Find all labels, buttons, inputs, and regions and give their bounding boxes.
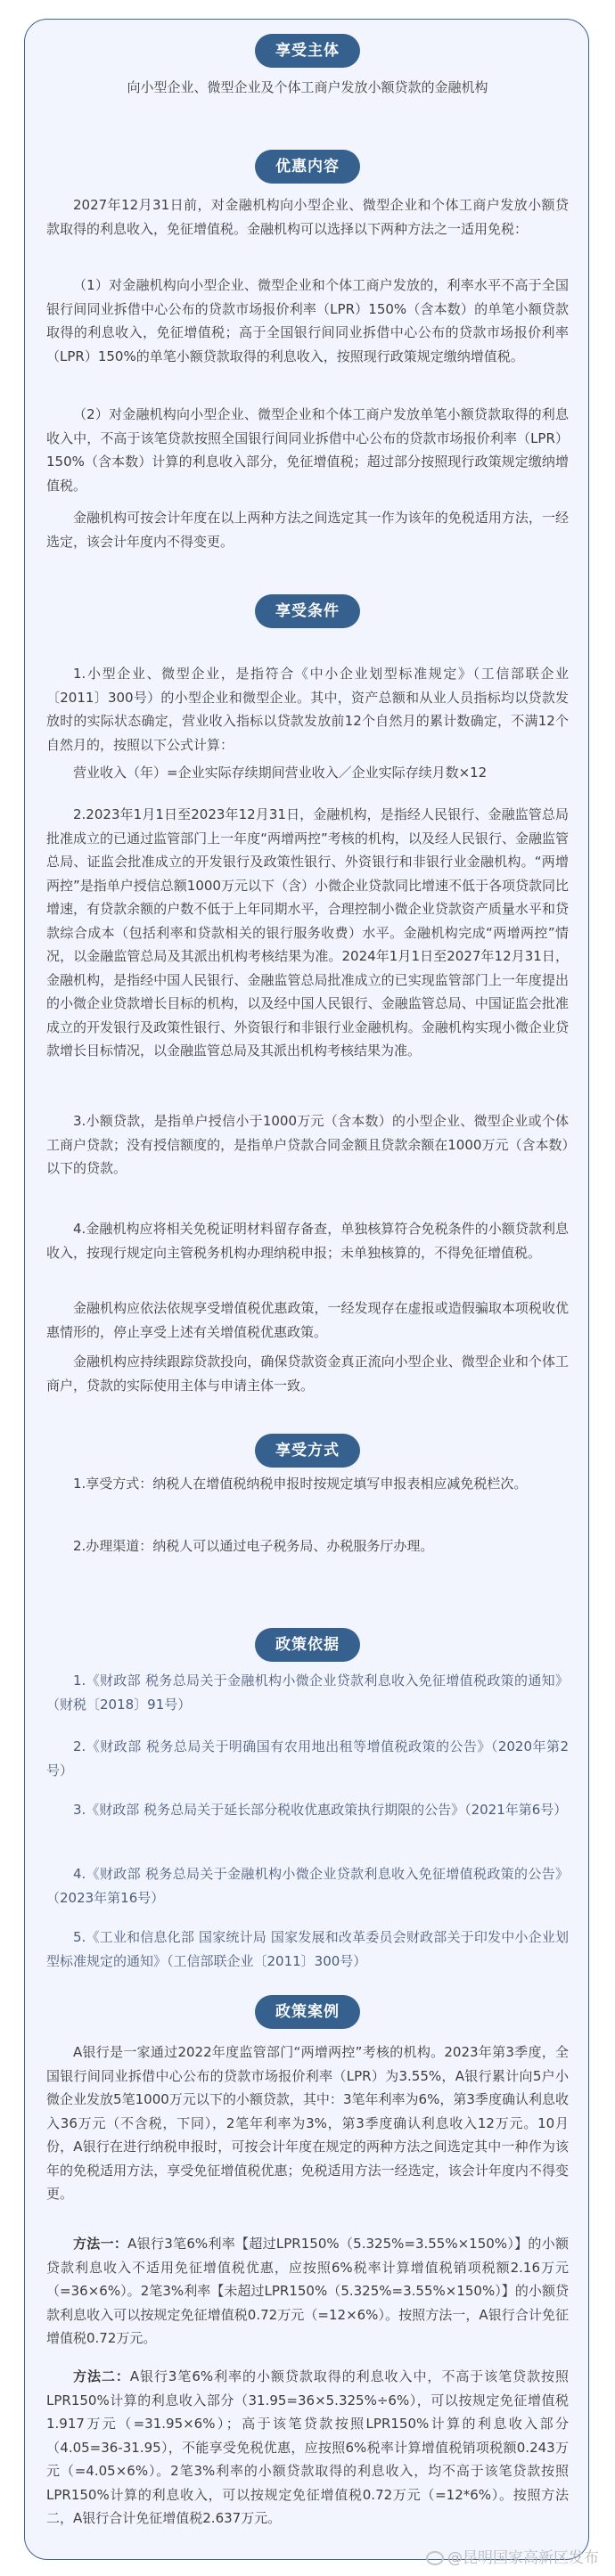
section-case-header [0,1995,615,2029]
content-paragraph: 2027年12月31日前，对金融机构向小型企业、微型企业和个体工商户发放小额贷款取得的利息收入，免征增值税。金融机构可以选择以下两种方法之一适用免税： [46,197,569,237]
method-item: 2.办理渠道：纳税人可以通过电子税务局、办税服务厅办理。 [73,1538,434,1554]
method-two-text: A银行3笔6%利率的小额贷款取得的利息收入中，不高于该笔贷款按照LPR150%计算的利息收入部分（31.95=36×5.325%÷6%），可以按规定免征增值税1.917万元（=31.95×6%）；高于该笔贷款按照LPR150%计算的利息收入部分（4.05=36-31.95），不能享受免税优惠，应按照6%税率计算增值税销项税额0.243万元（=4.05×6%）。2笔3%利率的小额贷款取得的利息收入，均不高于该笔贷款按照LPR150%计算的利息收入，可以按规定免征增值税0.72万元（=12*6%）。按照方法二，A银行合计免征增值税2.637万元。 [46,2368,569,2526]
condition-item: 4.金融机构应将相关免税证明材料留存备查，单独核算符合免税条件的小额贷款利息收入，按现行规定向主管税务机构办理纳税申报；未单独核算的，不得免征增值税。 [46,1221,569,1261]
policy-reference-link[interactable]: 1.《财政部 税务总局关于金融机构小微企业贷款利息收入免征增值税政策的通知》（财税〔2018〕91号） [46,1672,569,1713]
revenue-formula: 营业收入（年）=企业实际存续期间营业收入／企业实际存续月数×12 [73,765,488,781]
section-badge-content: 优惠内容 [255,150,360,184]
method-one-label: 方法一： [73,2236,128,2252]
weibo-icon [426,2551,444,2565]
condition-note: 金融机构应依法依规享受增值税优惠政策，一经发现存在虚报或造假骗取本项税收优惠情形的，停止享受上述有关增值税优惠政策。 [46,1300,569,1340]
method-item: 1.享受方式：纳税人在增值税纳税申报时按规定填写申报表相应减免税栏次。 [73,1476,528,1492]
section-badge-basis: 政策依据 [255,1628,360,1662]
policy-reference-link[interactable]: 4.《财政部 税务总局关于金融机构小微企业贷款利息收入免征增值税政策的公告》（2023年第16号） [46,1866,569,1906]
condition-note: 金融机构应持续跟踪贷款投向，确保贷款资金真正流向小型企业、微型企业和个体工商户，贷款的实际使用主体与申请主体一致。 [46,1353,569,1394]
content-paragraph: （2）对金融机构向小型企业、微型企业和个体工商户发放单笔小额贷款取得的利息收入中，不高于该笔贷款按照全国银行间同业拆借中心公布的贷款市场报价利率（LPR）150%（含本数）计算的利息收入部分，免征增值税；超过部分按照现行政策规定缴纳增值税。 [46,406,569,494]
section-basis-header [0,1628,615,1662]
section-badge-method: 享受方式 [255,1434,360,1468]
content-paragraph: （1）对金融机构向小型企业、微型企业和个体工商户发放的，利率水平不高于全国银行间同业拆借中心公布的贷款市场报价利率（LPR）150%（含本数）的单笔小额贷款取得的利息收入，免征增值税；高于全国银行间同业拆借中心公布的贷款市场报价利率（LPR）150%的单笔小额贷款取得的利息收入，按照现行政策规定缴纳增值税。 [46,277,569,364]
section-content-header [0,150,615,184]
section-badge-conditions: 享受条件 [255,594,360,628]
condition-item: 1.小型企业、微型企业，是指符合《中小企业划型标准规定》（工信部联企业〔2011〕300号）的小型企业和微型企业。其中，资产总额和从业人员指标均以贷款发放时的实际状态确定，营业收入指标以贷款发放前12个自然月的累计数确定，不满12个自然月的，按照以下公式计算： [46,666,569,753]
section-subject-header [0,34,615,68]
method-one-text: A银行3笔6%利率【超过LPR150%（5.325%=3.55%×150%）】的小额贷款利息收入不适用免征增值税优惠，应按照6%税率计算增值税销项税额2.16万元（=36×6%）。2笔3%利率【未超过LPR150%（5.325%=3.55%×150%）】的小额贷款利息收入可以按规定免征增值税0.72万元（=12×6%）。按照方法一，A银行合计免征增值税0.72万元。 [46,2236,569,2346]
weibo-watermark [426,2545,599,2567]
condition-item: 3.小额贷款，是指单户授信小于1000万元（含本数）的小型企业、微型企业或个体工商户贷款；没有授信额度的，是指单户贷款合同金额且贷款余额在1000万元（含本数）以下的贷款。 [46,1113,569,1176]
section-badge-subject: 享受主体 [255,34,360,68]
content-paragraph: 金融机构可按会计年度在以上两种方法之间选定其一作为该年的免税适用方法，一经选定，该会计年度内不得变更。 [46,510,569,550]
policy-reference-link[interactable]: 2.《财政部 税务总局关于明确国有农用地出租等增值税政策的公告》（2020年第2号） [46,1738,569,1779]
section-method-header [0,1434,615,1468]
policy-reference-link[interactable]: 3.《财政部 税务总局关于延长部分税收优惠政策执行期限的公告》（2021年第6号） [73,1802,568,1818]
case-intro: A银行是一家通过2022年度监管部门“两增两控”考核的机构。2023年第3季度，全国银行间同业拆借中心公布的贷款市场报价利率（LPR）为3.55%，A银行累计向5户小微企业发放5笔1000万元以下的小额贷款，其中：3笔年利率为6%，第3季度确认利息收入36万元（不含税，下同），2笔年利率为3%，第3季度确认利息收入12万元。10月份，A银行在进行纳税申报时，可按会计年度在规定的两种方法之间选定其中一种作为该年的免税适用方法，享受免征增值税优惠；免税适用方法一经选定，该会计年度内不得变更。 [46,2044,569,2202]
section-conditions-header [0,594,615,628]
condition-item: 2.2023年1月1日至2023年12月31日，金融机构，是指经人民银行、金融监管总局批准成立的已通过监管部门上一年度“两增两控”考核的机构，以及经人民银行、金融监管总局、证监会批准成立的开发银行及政策性银行、外资银行和非银行业金融机构。“两增两控”是指单户授信总额1000万元以下（含）小微企业贷款同比增速不低于各项贷款同比增速，有贷款余额的户数不低于上年同期水平，合理控制小微企业贷款资产质量水平和贷款综合成本（包括利率和贷款相关的银行服务收费）水平。金融机构完成“两增两控”情况，以金融监管总局及其派出机构考核结果为准。2024年1月1日至2027年12月31日，金融机构，是指经中国人民银行、金融监管总局批准成立的已实现监管部门上一年度提出的小微企业贷款增长目标的机构，以及经中国人民银行、金融监管总局、中国证监会批准成立的开发银行及政策性银行、外资银行和非银行业金融机构。金融机构实现小微企业贷款增长目标情况，以金融监管总局及其派出机构考核结果为准。 [46,806,569,1059]
case-method-two [46,2365,569,2531]
subject-text: 向小型企业、微型企业及个体工商户发放小额贷款的金融机构 [127,79,488,95]
policy-reference-link[interactable]: 5.《工业和信息化部 国家统计局 国家发展和改革委员会财政部关于印发中小企业划型标准规定的通知》（工信部联企业〔2011〕300号） [46,1929,569,1969]
method-two-label: 方法二： [73,2368,130,2384]
watermark-text: @昆明国家高新区发布 [447,2549,599,2567]
case-method-one [46,2232,569,2351]
section-badge-case: 政策案例 [255,1995,360,2029]
